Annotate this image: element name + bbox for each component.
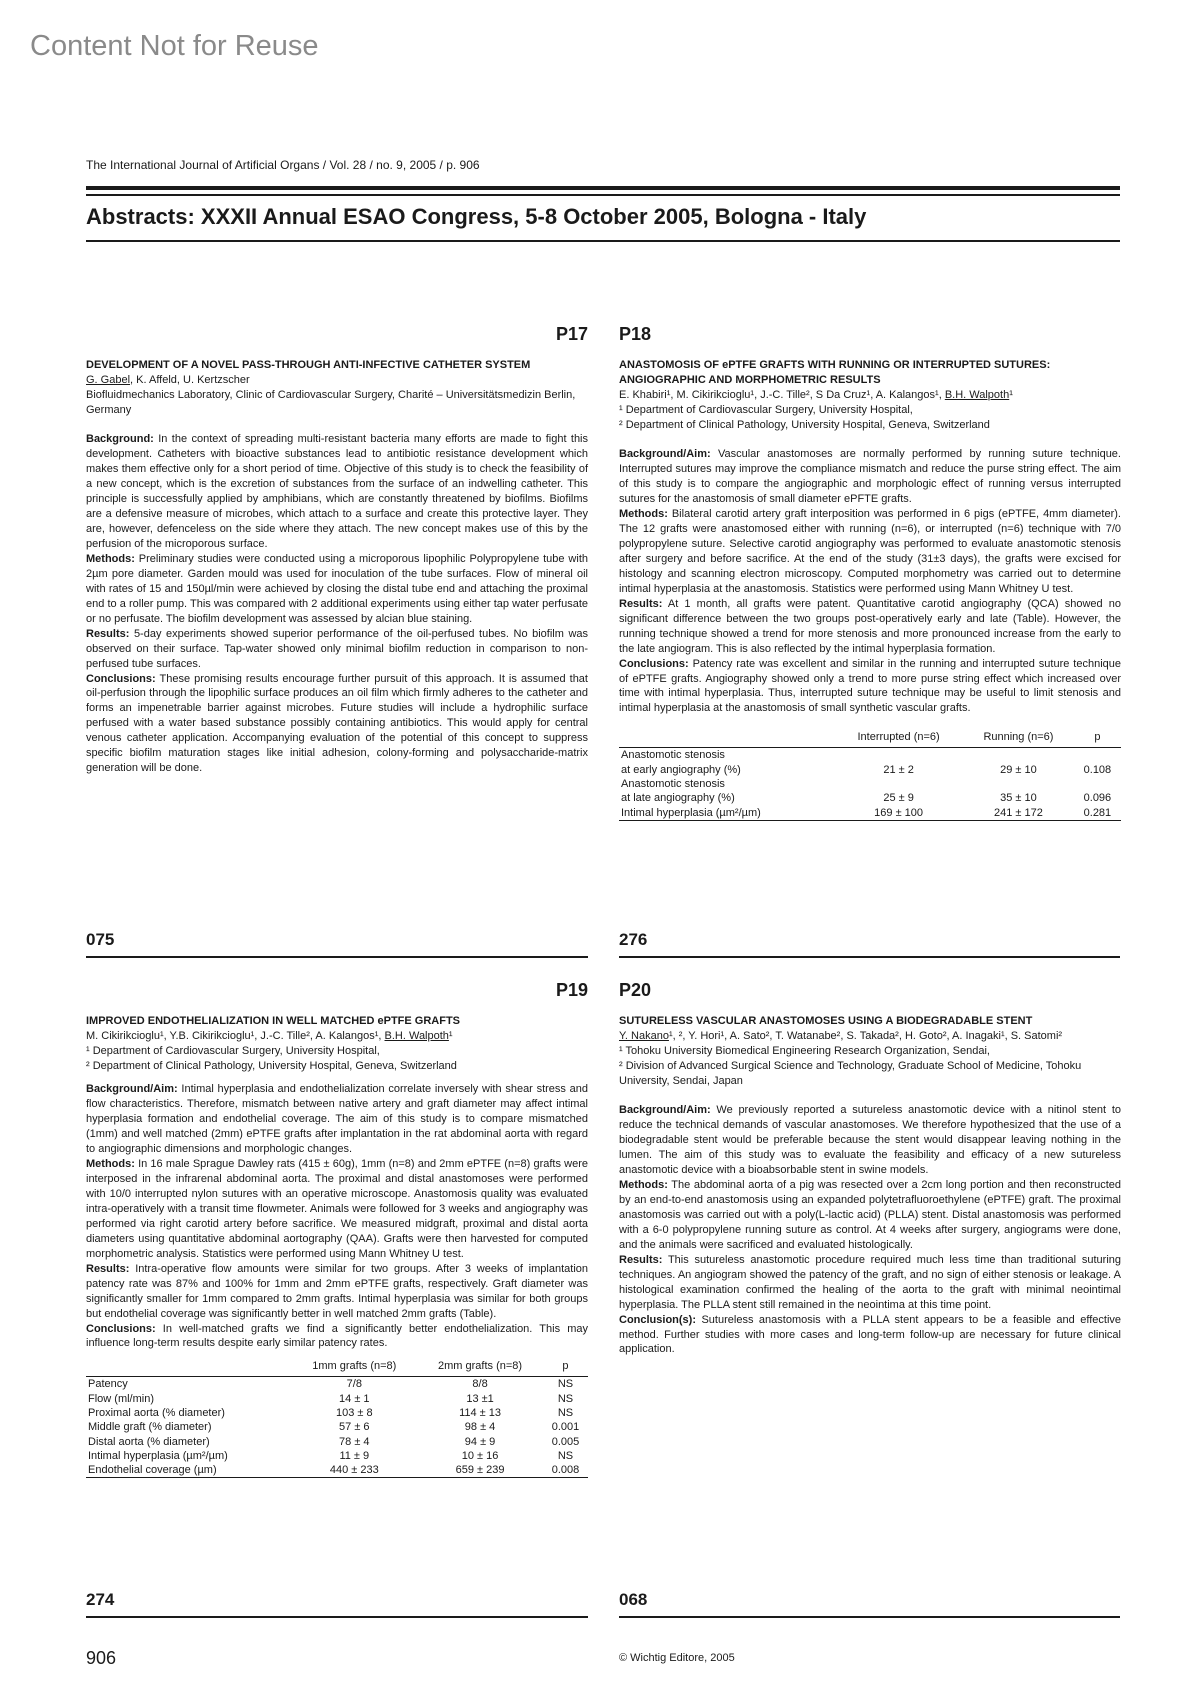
table-cell: Intimal hyperplasia (µm²/µm) (88, 1449, 228, 1462)
table-cell (1074, 777, 1121, 791)
co-authors: , K. Affeld, U. Kertzscher (130, 374, 250, 387)
table-cell: Intimal hyperplasia (µm²/µm) (619, 806, 834, 821)
table-cell: 8/8 (472, 1378, 488, 1391)
table-cell: 25 ± 9 (883, 792, 914, 805)
presenting-author: B.H. Walpoth (384, 1030, 449, 1043)
abstract-authors (86, 373, 588, 388)
co-authors: ¹, ², Y. Hori¹, A. Sato², T. Watanabe², S. Takada², H. Goto², A. Inagaki¹, S. Satomi² (668, 1030, 1063, 1043)
table-cell: 0.001 (551, 1421, 580, 1434)
table-row (86, 1449, 588, 1463)
abstract-authors (86, 1029, 588, 1044)
table-cell: 103 ± 8 (335, 1406, 373, 1419)
section-label: Results: (86, 627, 130, 640)
table-cell: 29 ± 10 (1000, 763, 1037, 776)
affiliation: ¹ Tohoku University Biomedical Engineering Research Organization, Sendai, (619, 1045, 990, 1058)
table-cell: NS (557, 1378, 574, 1391)
table-cell: 98 ± 4 (464, 1421, 496, 1434)
abstract-authors (619, 1029, 1121, 1044)
abstract-authors (619, 388, 1121, 403)
abstract-title: ANASTOMOSIS OF ePTFE GRAFTS WITH RUNNING OR INTERRUPTED SUTURES: ANGIOGRAPHIC AND MORPHOMETRIC RESULTS (619, 359, 1051, 387)
table-row (619, 777, 1121, 791)
table-cell: Endothelial coverage (µm) (86, 1463, 291, 1478)
presenting-author: Y. Nakano (619, 1030, 669, 1043)
table-cell: 0.281 (1074, 806, 1121, 821)
presenting-author: G. Gabel (86, 374, 131, 387)
table-cell: Anastomotic stenosis (621, 777, 725, 790)
table-row (86, 1435, 588, 1449)
abstract-code: P17 (555, 324, 588, 344)
section-label: Background/Aim: (619, 1104, 711, 1117)
table-cell: 14 ± 1 (339, 1392, 370, 1405)
abstract-p17 (86, 322, 588, 776)
section-label: Conclusions: (86, 1322, 156, 1335)
abstract-p20 (619, 978, 1121, 1357)
section-label: Results: (619, 1253, 663, 1266)
section-text: In 16 male Sprague Dawley rats (415 ± 60g), 1mm (n=8) and 2mm ePTFE (n=8) grafts were interposed in the infrarenal abdominal aorta. The proximal and distal anastomoses were performed with 10/0 interrupted nylon sutures with an operative microscope. Anastomosis quality was evaluated intra-operatively with a transit time flowmeter. Animals were followed for 3 weeks and angiography was performed via right carotid artery before sacrifice. We measured midgraft, proximal and distal aorta diameters using quantitative abdominal aortography (QAA). Grafts were then harvested for computed morphometric analysis. Statistics were performed using Mann Whitney U test. (86, 1158, 588, 1260)
author-superscript: ¹ (1009, 389, 1013, 402)
section-text: 5-day experiments showed superior performance of the oil-perfused tubes. No biofilm was observed on their surface. Tap-water showed only minimal biofilm reduction in comparison to non-perfused tube surfaces. (86, 627, 588, 670)
results-table (86, 1359, 588, 1478)
table-header: Running (n=6) (963, 730, 1074, 747)
table-cell: 7/8 (346, 1378, 362, 1391)
section-text: In well-matched grafts we find a significantly better endothelialization. This may influence long-term results despite early similar patency rates. (86, 1322, 588, 1350)
table-header (86, 1359, 291, 1376)
affiliation: ¹ Department of Cardiovascular Surgery, University Hospital, (619, 404, 913, 417)
co-authors: M. Cikirikcioglu¹, Y.B. Cikirikcioglu¹, J.-C. Tille², A. Kalangos¹, (86, 1030, 385, 1043)
section-label: Methods: (619, 1179, 668, 1191)
section-text: In the context of spreading multi-resistant bacteria many efforts are made to fight this development. Catheters with bioactive substances lead to antibiotic resistance development which makes them effective only for a short period of time. Objective of this study is to check the feasibility of a new concept, which is the excretion of substances from the surface of an indwelling catheter. This principle is successfully applied by amphibians, which are constantly threatened by biofilms. Biofilms are a defensive measure of microbes, which attach to a surface and create this protective layer. They are, however, defenceless on the side where they attach. The new concept makes use of this by the perfusion of the microporous surface. (86, 433, 588, 550)
abstract-code: P20 (619, 980, 652, 1000)
section-text: Preliminary studies were conducted using a microporous lipophilic Polypropylene tube with 2µm pore diameter. Garden mould was used for inoculation of the tube surfaces. Flow of mineral oil with rates of 15 and 150µl/min were achieved by closing the distal tube end and attaching the proximal end to a roller pump. This was compared with 2 additional experiments using either tap water perfusate or no perfusate. The biofilm development was assessed by alcian blue staining. (86, 552, 588, 625)
journal-citation: The International Journal of Artificial Organs / Vol. 28 / no. 9, 2005 / p. 906 (86, 158, 480, 172)
section-text: Patency rate was excellent and similar in the running and interrupted suture technique of ePTFE grafts. Angiography showed only a trend to more purse string effect which increased over time with intimal hyperplasia. Thus, interrupted suture technique may be useful to limit stenosis and intimal hyperplasia at the anastomosis of small synthetic vascular grafts. (619, 657, 1121, 715)
abstract-title: SUTURELESS VASCULAR ANASTOMOSES USING A BIODEGRADABLE STENT (619, 1015, 1033, 1028)
abstract-title: IMPROVED ENDOTHELIALIZATION IN WELL MATCHED ePTFE GRAFTS (86, 1015, 460, 1028)
affiliation: Biofluidmechanics Laboratory, Clinic of Cardiovascular Surgery, Charité – Universitätsmedizin Berlin, Germany (86, 389, 576, 417)
table-cell: 35 ± 10 (1000, 792, 1037, 805)
table-cell: NS (557, 1392, 574, 1405)
section-label: Methods: (86, 1158, 135, 1171)
section-text: Intra-operative flow amounts were similar for two groups. After 3 weeks of implantation patency rate was 87% and 100% for 1mm and 2mm ePTFE grafts, respectively. Graft diameter was significantly smaller for 1mm compared to 2mm grafts. Intimal hyperplasia was similar for both groups but endothelial coverage was significantly better in well matched 2mm grafts (Table). (86, 1262, 588, 1320)
section-label: Results: (86, 1262, 130, 1275)
table-cell: Proximal aorta (% diameter) (88, 1406, 225, 1419)
abstract-code: P18 (619, 324, 652, 344)
section-text: Intimal hyperplasia and endothelialization correlate inversely with shear stress and flow characteristics. Therefore, mismatch between native artery and graft diameter may affect intimal hyperplasia formation and endothelial coverage. The aim of this study is to compare mismatched (1mm) and well matched (2mm) ePTFE grafts after implantation in the rat abdominal aorta with regard to angiographic dimensions and morphologic changes. (86, 1083, 588, 1156)
section-label: Methods: (619, 508, 668, 521)
abstract-code: P19 (555, 980, 588, 1000)
section-text: Sutureless anastomosis with a PLLA stent appears to be a feasible and effective method. Further studies with more cases and long-term follow-up are necessary for future clinical application. (619, 1313, 1121, 1356)
table-header: 2mm grafts (n=8) (417, 1359, 543, 1376)
header-rule-thin (86, 194, 1120, 196)
table-cell: at early angiography (%) (621, 763, 741, 776)
co-authors: E. Khabiri¹, M. Cikirikcioglu¹, J.-C. Tille², S Da Cruz¹, A. Kalangos¹, (619, 389, 945, 402)
table-header: p (543, 1359, 588, 1376)
copyright: © Wichtig Editore, 2005 (619, 1652, 735, 1664)
table-cell: 11 ± 9 (339, 1449, 370, 1462)
table-cell: NS (557, 1406, 574, 1419)
section-text: We previously reported a sutureless anastomotic device with a nitinol stent to reduce the technical demands of vascular anastomoses. We therefore hypothesized that the use of a biodegradable stent would be preferable because the stent would disappear leaving nothing in the lumen. The aim of this study was to evaluate the feasibility and efficacy of a new sutureless anastomotic device with a bioabsorbable stent in swine models. (619, 1104, 1121, 1177)
abstract-body (619, 447, 1121, 716)
section-label: Background/Aim: (86, 1083, 178, 1096)
header-rule-thick (86, 186, 1120, 190)
table-cell: Anastomotic stenosis (621, 749, 725, 762)
table-cell: Middle graft (% diameter) (88, 1421, 212, 1434)
table-cell: 114 ± 13 (459, 1406, 502, 1419)
abstract-divider (619, 1616, 1120, 1618)
section-label: Methods: (86, 552, 135, 565)
table-cell: at late angiography (%) (621, 792, 735, 805)
abstract-body (86, 1082, 588, 1351)
table-cell: Patency (88, 1378, 128, 1391)
section-text: The abdominal aorta of a pig was resected over a 2cm long portion and then reconstructed by an end-to-end anastomosis using an expanded polytetrafluoroethylene (ePTFE) graft. The proximal anastomosis was carried out with a poly(L-lactic acid) (PLLA) stent. Distal anastomosis was performed with a 6-0 polypropylene running suture as control. At 4 weeks after surgery, angiograms were done, and the animals were sacrificed and evaluated histologically. (619, 1179, 1121, 1251)
table-cell: 78 ± 4 (339, 1435, 370, 1448)
table-row (86, 1420, 588, 1434)
section-text: These promising results encourage further pursuit of this approach. It is assumed that oil-perfusion through the lipophilic surface produces an oil film which firmly adheres to the catheter and forms an impenetrable barrier against microbes. Future studies will include a hydrophilic surface perfused with a water based substance possibly containing antibiotics. This would apply for central venous catheter application. Accompanying evaluation of the potential of this concept to suppress specific biofilm maturation stages like initial adhesion, colony-forming and polysaccharide-matrix generation will be done. (86, 672, 588, 775)
table-cell: 13 ±1 (466, 1392, 494, 1405)
table-header: p (1074, 730, 1121, 747)
table-cell (963, 748, 1074, 763)
table-cell: 0.096 (1083, 792, 1112, 805)
abstract-title: DEVELOPMENT OF A NOVEL PASS-THROUGH ANTI-INFECTIVE CATHETER SYSTEM (86, 359, 531, 372)
section-label: Conclusion(s): (619, 1313, 696, 1326)
abstract-divider (86, 956, 588, 958)
table-cell: NS (557, 1449, 574, 1462)
abstract-divider (86, 1616, 588, 1618)
table-cell: 57 ± 6 (339, 1421, 370, 1434)
section-label: Conclusions: (619, 657, 689, 670)
section-text: Bilateral carotid artery graft interposition was performed in 6 pigs (ePTFE, 4mm diameter). The 12 grafts were anastomosed either with running (n=6), or interrupted (n=6) technique with 7/0 polypropylene suture. Selective carotid angiography was performed to evaluate anastomotic stenosis after surgery and before sacrifice. At the end of the study (31±3 days), the grafts were excised for histology and scanning electron microscopy. Computed morphometry was carried out to determine intimal hyperplasia at the anastomosis. Statistics were performed using Mann Whitney U test. (619, 508, 1121, 595)
affiliation: ¹ Department of Cardiovascular Surgery, University Hospital, (86, 1045, 380, 1058)
table-cell: 10 ± 16 (461, 1449, 499, 1462)
section-label: Background/Aim: (619, 448, 711, 461)
table-cell: 21 ± 2 (883, 763, 914, 776)
section-text: Vascular anastomoses are normally performed by running suture technique. Interrupted sutures may improve the compliance mismatch and reduce the purse string effect. The aim of this study is to compare the angiographic and morphologic effect of running versus interrupted sutures for the anastomosis of small diameter ePFTE grafts. (619, 448, 1121, 506)
section-label: Conclusions: (86, 672, 156, 685)
section-text: This sutureless anastomotic procedure required much less time than traditional suturing techniques. An angiogram showed the patency of the graft, and no sign of either stenosis or leakage. A histological examination confirmed the healing of the aorta to the graft with minimal neointimal hyperplasia. The PLLA stent still remained in the neointima at this time point. (619, 1253, 1121, 1311)
table-cell (1074, 748, 1121, 763)
abstract-p18 (619, 322, 1121, 821)
results-table (619, 730, 1121, 820)
abstract-number: 075 (86, 930, 115, 949)
abstract-number: 068 (619, 1590, 648, 1609)
table-header (619, 730, 834, 747)
table-cell: 0.008 (543, 1463, 588, 1478)
section-label: Background: (86, 433, 154, 446)
abstract-body (86, 432, 588, 776)
abstract-number: 276 (619, 930, 648, 949)
table-row (86, 1392, 588, 1406)
affiliation: ² Department of Clinical Pathology, University Hospital, Geneva, Switzerland (619, 419, 990, 432)
table-cell: 0.108 (1083, 763, 1112, 776)
table-cell: 169 ± 100 (834, 806, 963, 821)
page-title: Abstracts: XXXII Annual ESAO Congress, 5-8 October 2005, Bologna - Italy (86, 204, 867, 229)
page-number: 906 (86, 1648, 117, 1668)
table-row (619, 763, 1121, 777)
table-row (86, 1377, 588, 1392)
abstract-body (619, 1103, 1121, 1357)
abstract-p19 (86, 978, 588, 1478)
table-row (619, 791, 1121, 805)
table-cell: Distal aorta (% diameter) (88, 1435, 210, 1448)
table-header: Interrupted (n=6) (834, 730, 963, 747)
abstract-divider (619, 956, 1120, 958)
presenting-author: B.H. Walpoth (944, 389, 1010, 402)
affiliation: ² Department of Clinical Pathology, University Hospital, Geneva, Switzerland (86, 1060, 457, 1073)
table-cell (834, 748, 963, 763)
abstract-number: 274 (86, 1590, 115, 1609)
section-label: Results: (619, 597, 663, 610)
table-cell: Flow (ml/min) (88, 1392, 154, 1405)
title-underline (86, 240, 1120, 242)
watermark-text: Content Not for Reuse (30, 30, 319, 62)
table-row (619, 748, 1121, 763)
table-row (619, 806, 1121, 821)
affiliation: ² Division of Advanced Surgical Science and Technology, Graduate School of Medicine, Tohoku University, Sendai, Japan (619, 1060, 1082, 1088)
table-row (86, 1406, 588, 1420)
table-row (86, 1463, 588, 1478)
table-cell: 659 ± 239 (417, 1463, 543, 1478)
section-text: At 1 month, all grafts were patent. Quantitative carotid angiography (QCA) showed no significant difference between the two groups post-operatively early and late (Table). However, the running technique showed a trend for more stenosis and more pronounced increase from the early to the late angiogram. This is also reflected by the intimal hyperplasia formation. (619, 597, 1121, 655)
table-cell: 241 ± 172 (963, 806, 1074, 821)
table-cell: 0.005 (551, 1435, 580, 1448)
table-cell (834, 777, 963, 791)
table-cell: 94 ± 9 (464, 1435, 496, 1448)
table-cell: 440 ± 233 (291, 1463, 417, 1478)
table-cell (963, 777, 1074, 791)
table-header: 1mm grafts (n=8) (291, 1359, 417, 1376)
author-superscript: ¹ (448, 1030, 453, 1043)
